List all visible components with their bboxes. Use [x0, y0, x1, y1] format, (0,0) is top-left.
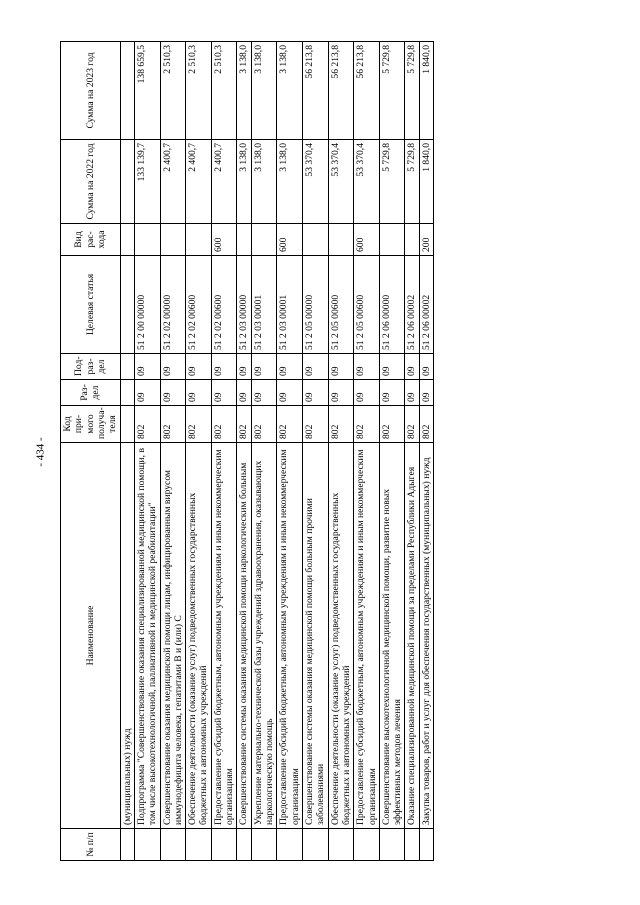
table-row: [419, 42, 433, 861]
cell-target: [120, 256, 134, 354]
cell-subsection: 09: [302, 354, 328, 380]
cell-expense-type: [328, 224, 354, 256]
header-recipient-code: Код при-мого получа-теля: [61, 406, 121, 443]
cell-sum-2023: 56 213,8: [354, 42, 380, 140]
cell-num: [237, 829, 251, 861]
cell-sum-2023: [120, 42, 134, 140]
cell-sum-2023: 3 138,0: [237, 42, 251, 140]
cell-subsection: 09: [354, 354, 380, 380]
rotated-table-container: [60, 42, 580, 861]
cell-section: 09: [160, 380, 186, 406]
cell-name: Совершенствование оказания медицинской помощи лицам, инфицированным вирусом иммунодефицита человека, гепатитами В и (или) С: [160, 443, 186, 829]
cell-section: [120, 380, 134, 406]
cell-num: [134, 829, 160, 861]
cell-subsection: 09: [379, 354, 405, 380]
cell-expense-type: [160, 224, 186, 256]
cell-recipient-code: 802: [277, 406, 303, 443]
cell-name: Совершенствование высокотехнологичной медицинской помощи, развитие новых эффективных методов лечения: [379, 443, 405, 829]
cell-sum-2022: [120, 140, 134, 224]
cell-name: Совершенствование системы оказания медицинской помощи больным прочими заболеваниями: [302, 443, 328, 829]
cell-sum-2022: 2 400,7: [211, 140, 237, 224]
cell-subsection: 09: [134, 354, 160, 380]
cell-sum-2023: 5 729,8: [379, 42, 405, 140]
header-row: [61, 42, 121, 861]
table-row: [302, 42, 328, 861]
header-name: Наименование: [61, 443, 121, 829]
cell-target: 51 2 00 00000: [134, 256, 160, 354]
cell-sum-2023: 1 840,0: [419, 42, 433, 140]
cell-expense-type: [186, 224, 212, 256]
cell-target: 51 2 06 00002: [419, 256, 433, 354]
cell-expense-type: [251, 224, 277, 256]
table-row: [160, 42, 186, 861]
cell-expense-type: 200: [419, 224, 433, 256]
table-row: [277, 42, 303, 861]
cell-sum-2022: 53 370,4: [354, 140, 380, 224]
cell-target: 51 2 03 00000: [237, 256, 251, 354]
cell-subsection: 09: [211, 354, 237, 380]
cell-subsection: 09: [328, 354, 354, 380]
cell-num: [354, 829, 380, 861]
cell-section: 09: [302, 380, 328, 406]
cell-name: Предоставление субсидий бюджетным, автономным учреждениям и иным некоммерческим организациям: [277, 443, 303, 829]
cell-section: 09: [354, 380, 380, 406]
cell-sum-2023: 3 138,0: [277, 42, 303, 140]
cell-sum-2023: 56 213,8: [302, 42, 328, 140]
table-row: [134, 42, 160, 861]
cell-sum-2022: 5 729,8: [405, 140, 419, 224]
cell-section: 09: [134, 380, 160, 406]
cell-section: 09: [251, 380, 277, 406]
cell-sum-2022: 1 840,0: [419, 140, 433, 224]
cell-section: 09: [186, 380, 212, 406]
cell-section: 09: [277, 380, 303, 406]
page-number: - 434 -: [34, 437, 47, 467]
cell-target: 51 2 05 00600: [328, 256, 354, 354]
cell-recipient-code: [120, 406, 134, 443]
cell-target: 51 2 03 00001: [251, 256, 277, 354]
cell-name: Закупка товаров, работ и услуг для обеспечения государственных (муниципальных) нужд: [419, 443, 433, 829]
cell-sum-2022: 2 400,7: [186, 140, 212, 224]
cell-name: Оказание специализированной медицинской помощи за пределами Республики Адыгея: [405, 443, 419, 829]
header-target: Целевая статья: [61, 256, 121, 354]
cell-expense-type: [237, 224, 251, 256]
header-num: № п/п: [61, 829, 121, 861]
cell-sum-2023: 2 510,3: [160, 42, 186, 140]
table-body: [120, 42, 434, 861]
cell-sum-2022: 3 138,0: [251, 140, 277, 224]
table-row: [405, 42, 419, 861]
cell-name: Предоставление субсидий бюджетным, автономным учреждениям и иным некоммерческим организациям: [354, 443, 380, 829]
table-row: [251, 42, 277, 861]
cell-subsection: 09: [405, 354, 419, 380]
cell-subsection: 09: [186, 354, 212, 380]
cell-recipient-code: 802: [328, 406, 354, 443]
cell-section: 09: [379, 380, 405, 406]
cell-target: 51 2 03 00001: [277, 256, 303, 354]
cell-target: 51 2 06 00002: [405, 256, 419, 354]
cell-sum-2022: 53 370,4: [302, 140, 328, 224]
cell-name: Подпрограмма "Совершенствование оказания специализированной медицинской помощи, в том числе высокотехнологичной, паллиативной и медицинской реабилитации": [134, 443, 160, 829]
cell-target: 51 2 05 00000: [302, 256, 328, 354]
cell-expense-type: [405, 224, 419, 256]
header-expense-type: Вид рас-хода: [61, 224, 121, 256]
cell-sum-2023: 56 213,8: [328, 42, 354, 140]
header-subsection: Под-раз-дел: [61, 354, 121, 380]
table-row: [211, 42, 237, 861]
cell-sum-2023: 5 729,8: [405, 42, 419, 140]
cell-expense-type: [120, 224, 134, 256]
cell-target: 51 2 02 00600: [186, 256, 212, 354]
table-row: [328, 42, 354, 861]
cell-subsection: 09: [237, 354, 251, 380]
cell-sum-2023: 138 659,5: [134, 42, 160, 140]
table-row: [354, 42, 380, 861]
table-row: [120, 42, 134, 861]
cell-subsection: 09: [277, 354, 303, 380]
cell-expense-type: 600: [211, 224, 237, 256]
cell-sum-2023: 3 138,0: [251, 42, 277, 140]
header-sum-2023: Сумма на 2023 год: [61, 42, 121, 140]
cell-recipient-code: 802: [211, 406, 237, 443]
cell-subsection: 09: [160, 354, 186, 380]
cell-name: Обеспечение деятельности (оказание услуг) подведомственных государственных бюджетных и автономных учреждений: [186, 443, 212, 829]
cell-section: 09: [419, 380, 433, 406]
cell-recipient-code: 802: [134, 406, 160, 443]
cell-section: 09: [237, 380, 251, 406]
cell-recipient-code: 802: [251, 406, 277, 443]
cell-name: (муниципальных) нужд: [120, 443, 134, 829]
cell-recipient-code: 802: [302, 406, 328, 443]
cell-section: 09: [211, 380, 237, 406]
cell-subsection: 09: [251, 354, 277, 380]
cell-target: 51 2 02 00600: [211, 256, 237, 354]
cell-recipient-code: 802: [186, 406, 212, 443]
cell-num: [277, 829, 303, 861]
cell-sum-2022: 53 370,4: [328, 140, 354, 224]
cell-num: [160, 829, 186, 861]
cell-subsection: [120, 354, 134, 380]
cell-expense-type: [302, 224, 328, 256]
cell-target: 51 2 02 00000: [160, 256, 186, 354]
cell-sum-2023: 2 510,3: [211, 42, 237, 140]
table-row: [237, 42, 251, 861]
cell-sum-2022: 133 139,7: [134, 140, 160, 224]
cell-name: Совершенствование системы оказания медицинской помощи наркологическим больным: [237, 443, 251, 829]
cell-sum-2022: 5 729,8: [379, 140, 405, 224]
header-section: Раз-дел: [61, 380, 121, 406]
cell-num: [419, 829, 433, 861]
cell-num: [328, 829, 354, 861]
cell-recipient-code: 802: [237, 406, 251, 443]
cell-num: [405, 829, 419, 861]
cell-num: [211, 829, 237, 861]
cell-recipient-code: 802: [405, 406, 419, 443]
cell-target: 51 2 05 00600: [354, 256, 380, 354]
cell-recipient-code: 802: [160, 406, 186, 443]
cell-num: [251, 829, 277, 861]
cell-expense-type: [379, 224, 405, 256]
cell-num: [379, 829, 405, 861]
cell-name: Предоставление субсидий бюджетным, автономным учреждениям и иным некоммерческим организациям: [211, 443, 237, 829]
header-sum-2022: Сумма на 2022 год: [61, 140, 121, 224]
cell-subsection: 09: [419, 354, 433, 380]
cell-section: 09: [328, 380, 354, 406]
cell-sum-2022: 3 138,0: [277, 140, 303, 224]
cell-expense-type: 600: [277, 224, 303, 256]
cell-recipient-code: 802: [419, 406, 433, 443]
cell-section: 09: [405, 380, 419, 406]
cell-name: Обеспечение деятельности (оказание услуг) подведомственных государственных бюджетных и автономных учреждений: [328, 443, 354, 829]
cell-num: [120, 829, 134, 861]
cell-sum-2022: 2 400,7: [160, 140, 186, 224]
budget-table: [60, 41, 434, 861]
cell-target: 51 2 06 00000: [379, 256, 405, 354]
cell-sum-2023: 2 510,3: [186, 42, 212, 140]
cell-name: Укрепление материально-технической базы учреждений здравоохранения, оказывающих наркологическую помощь: [251, 443, 277, 829]
cell-recipient-code: 802: [354, 406, 380, 443]
table-row: [379, 42, 405, 861]
cell-expense-type: [134, 224, 160, 256]
cell-num: [302, 829, 328, 861]
cell-sum-2022: 3 138,0: [237, 140, 251, 224]
table-row: [186, 42, 212, 861]
cell-recipient-code: 802: [379, 406, 405, 443]
cell-expense-type: 600: [354, 224, 380, 256]
cell-num: [186, 829, 212, 861]
